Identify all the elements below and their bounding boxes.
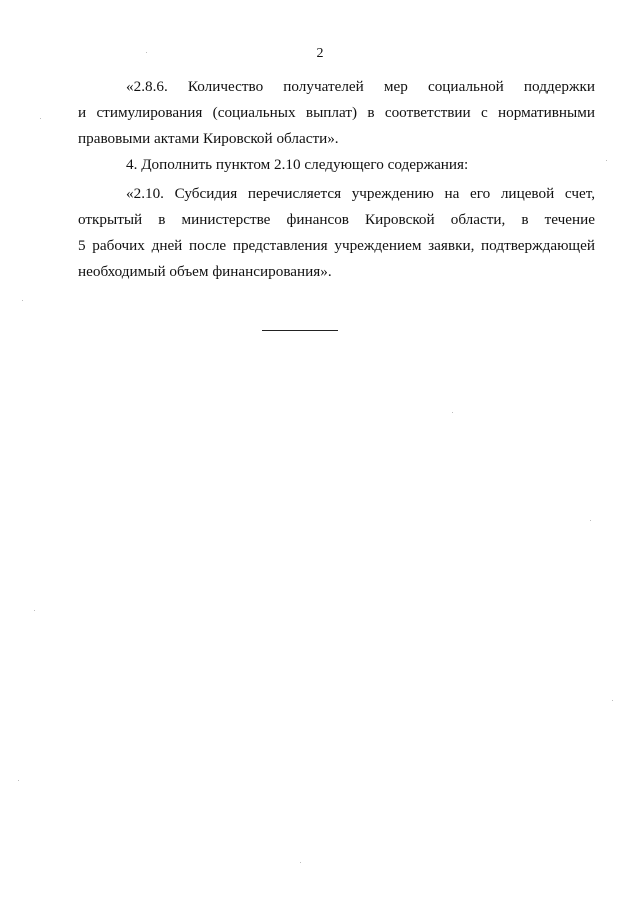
scan-speck [452, 412, 453, 413]
scan-speck [40, 118, 41, 119]
page-number: 2 [316, 46, 324, 61]
scan-speck [606, 160, 607, 161]
scan-speck [34, 610, 35, 611]
text-line: «2.8.6. Количество получателей мер социальной поддержки [126, 78, 595, 95]
text-line: открытый в министерстве финансов Кировской области, в течение [78, 211, 595, 228]
paragraph-2-8-6 [78, 74, 595, 152]
scan-speck [146, 52, 147, 53]
text-line: и стимулирования (социальных выплат) в соответствии с нормативными [78, 104, 595, 121]
text-line: 5 рабочих дней после представления учреждением заявки, подтверждающей [78, 237, 595, 254]
scan-speck [300, 862, 301, 863]
text-line: 4. Дополнить пунктом 2.10 следующего содержания: [126, 156, 469, 173]
scan-speck [18, 780, 19, 781]
end-of-document-rule [262, 330, 338, 331]
scan-speck [22, 300, 23, 301]
paragraph-item-4 [78, 152, 595, 178]
paragraph-2-10 [78, 181, 595, 285]
scan-speck [612, 700, 613, 701]
text-line: правовыми актами Кировской области». [78, 130, 339, 147]
scan-speck [590, 520, 591, 521]
text-line: «2.10. Субсидия перечисляется учреждению на его лицевой счет, [126, 185, 595, 202]
text-line: необходимый объем финансирования». [78, 263, 332, 280]
